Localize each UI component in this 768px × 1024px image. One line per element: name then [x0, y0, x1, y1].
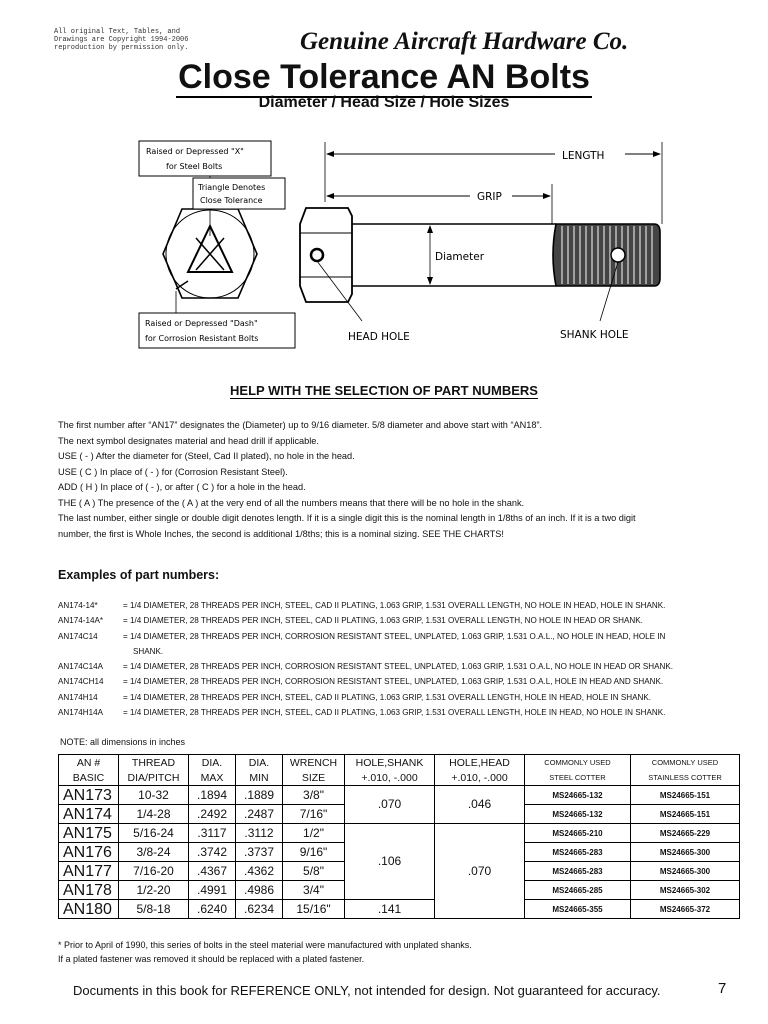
example-row — [58, 705, 748, 720]
example-desc: = 1/4 DIAMETER, 28 THREADS PER INCH, STEEL, CAD II PLATING, 1.063 GRIP, 1.531 OVERALL LENGTH, NO HOLE IN HEAD OR SHANK. — [123, 616, 643, 626]
cell-thread: 10-32 — [119, 786, 189, 805]
col-header: DIA. — [236, 755, 283, 771]
company-name: Genuine Aircraft Hardware Co. — [300, 28, 629, 55]
cell-wrench: 15/16" — [283, 900, 345, 919]
col-header: MIN — [236, 770, 283, 786]
footnote-line: * Prior to April of 1990, this series of bolts in the steel material were manufactured with unplated shanks. — [58, 940, 472, 950]
cell-stainless-cotter: MS24665-302 — [631, 881, 740, 900]
help-line: THE ( A ) The presence of the ( A ) at the very end of all the numbers means that there will be no hole in the shank. — [58, 497, 525, 508]
examples-list — [58, 598, 748, 720]
cell-dia-min: .2487 — [236, 805, 283, 824]
cell-wrench: 5/8" — [283, 862, 345, 881]
col-header: AN # — [59, 755, 119, 771]
help-section — [58, 418, 738, 542]
example-code: AN174H14 — [58, 692, 98, 702]
cell-dia-max: .2492 — [189, 805, 236, 824]
cell-dia-min: .4986 — [236, 881, 283, 900]
table-header-row — [59, 755, 740, 771]
cell-dia-max: .4367 — [189, 862, 236, 881]
cell-steel-cotter: MS24665-132 — [525, 786, 631, 805]
cell-hole-shank: .141 — [345, 900, 435, 919]
col-header: THREAD — [119, 755, 189, 771]
example-code: AN174C14 — [58, 631, 98, 641]
callout-dash-line: Raised or Depressed "Dash" — [145, 319, 258, 328]
bolt-diagram — [130, 136, 670, 356]
table-row — [59, 786, 740, 805]
cell-steel-cotter: MS24665-285 — [525, 881, 631, 900]
cell-steel-cotter: MS24665-210 — [525, 824, 631, 843]
callout-triangle-box — [193, 178, 285, 209]
copyright-line: Drawings are Copyright 1994-2006 — [54, 36, 189, 44]
cell-wrench: 3/8" — [283, 786, 345, 805]
example-desc: = 1/4 DIAMETER, 28 THREADS PER INCH, STEEL, CAD II PLATING, 1.063 GRIP, 1.531 OVERALL LENGTH, HOLE IN HEAD, NO HOLE IN SHANK. — [123, 708, 666, 718]
col-header: COMMONLY USED — [525, 755, 631, 771]
footnote — [58, 938, 472, 966]
example-code: AN174-14A* — [58, 616, 103, 626]
cell-thread: 3/8-24 — [119, 843, 189, 862]
cell-an: AN180 — [59, 900, 119, 919]
bolt-side-view — [300, 142, 662, 343]
help-title-text: HELP WITH THE SELECTION OF PART NUMBERS — [230, 383, 538, 398]
help-line: USE ( C ) In place of ( - ) for (Corrosion Resistant Steel). — [58, 466, 288, 477]
cell-dia-max: .1894 — [189, 786, 236, 805]
cell-stainless-cotter: MS24665-372 — [631, 900, 740, 919]
cell-dia-min: .3112 — [236, 824, 283, 843]
cell-dia-max: .4991 — [189, 881, 236, 900]
cell-wrench: 7/16" — [283, 805, 345, 824]
cell-thread: 1/4-28 — [119, 805, 189, 824]
cell-thread: 7/16-20 — [119, 862, 189, 881]
cell-an: AN178 — [59, 881, 119, 900]
col-header: DIA/PITCH — [119, 770, 189, 786]
help-line: The last number, either single or double digit denotes length. If it is a single digit this is the nominal length in 1/8ths of an inch. If it is a two digit — [58, 513, 636, 523]
example-row — [58, 674, 748, 689]
help-line: The next symbol designates material and head drill if applicable. — [58, 435, 319, 446]
cell-wrench: 3/4" — [283, 881, 345, 900]
col-header: HOLE,HEAD — [435, 755, 525, 771]
page-number: 7 — [718, 980, 727, 997]
col-header: HOLE,SHANK — [345, 755, 435, 771]
cell-steel-cotter: MS24665-355 — [525, 900, 631, 919]
example-desc: = 1/4 DIAMETER, 28 THREADS PER INCH, STEEL, CAD II PLATING, 1.063 GRIP, 1.531 OVERALL LENGTH, NO HOLE IN HEAD, HOLE IN SHANK. — [123, 601, 666, 610]
help-line: USE ( - ) After the diameter for (Steel, Cad II plated), no hole in the head. — [58, 451, 355, 461]
cell-dia-min: .1889 — [236, 786, 283, 805]
example-code: AN174CH14 — [58, 677, 104, 687]
callout-x-line: for Steel Bolts — [166, 162, 223, 171]
table-row — [59, 900, 740, 919]
example-row — [58, 629, 748, 644]
help-title — [0, 383, 768, 398]
cell-stainless-cotter: MS24665-151 — [631, 786, 740, 805]
cell-stainless-cotter: MS24665-229 — [631, 824, 740, 843]
page-title-text: Close Tolerance AN Bolts — [178, 58, 590, 96]
help-line: ADD ( H ) In place of ( - ), or after ( C ) for a hole in the head. — [58, 482, 306, 492]
col-header: COMMONLY USED — [631, 755, 740, 771]
col-header: STAINLESS COTTER — [631, 770, 740, 786]
cell-thread: 1/2-20 — [119, 881, 189, 900]
cell-hole-head: .070 — [435, 824, 525, 919]
cell-hole-shank: .106 — [345, 824, 435, 900]
copyright-notice — [54, 28, 254, 52]
col-header: DIA. — [189, 755, 236, 771]
dimensions-note: NOTE: all dimensions in inches — [60, 737, 186, 747]
cell-stainless-cotter: MS24665-300 — [631, 862, 740, 881]
grip-label: GRIP — [477, 191, 502, 203]
col-header: MAX — [189, 770, 236, 786]
copyright-line: reproduction by permission only. — [54, 44, 189, 52]
shank-hole-label: SHANK HOLE — [560, 329, 629, 341]
col-header: SIZE — [283, 770, 345, 786]
cell-thread: 5/8-18 — [119, 900, 189, 919]
cell-dia-max: .3117 — [189, 824, 236, 843]
cell-an: AN173 — [59, 786, 119, 805]
example-code: AN174H14A — [58, 708, 103, 718]
page-subtitle: Diameter / Head Size / Hole Sizes — [258, 94, 510, 111]
cell-steel-cotter: MS24665-283 — [525, 843, 631, 862]
example-code: AN174C14A — [58, 662, 103, 672]
cell-dia-max: .3742 — [189, 843, 236, 862]
cell-stainless-cotter: MS24665-300 — [631, 843, 740, 862]
cell-dia-min: .6234 — [236, 900, 283, 919]
footnote-line: If a plated fastener was removed it should be replaced with a plated fastener. — [58, 954, 365, 964]
cell-steel-cotter: MS24665-132 — [525, 805, 631, 824]
col-header: WRENCH — [283, 755, 345, 771]
spec-table — [58, 754, 740, 919]
callout-x-line: Raised or Depressed "X" — [146, 147, 244, 156]
col-header: STEEL COTTER — [525, 770, 631, 786]
example-continuation: SHANK. — [133, 646, 164, 656]
example-row — [58, 690, 748, 705]
cell-dia-min: .4362 — [236, 862, 283, 881]
example-desc: = 1/4 DIAMETER, 28 THREADS PER INCH, CORROSION RESISTANT STEEL, UNPLATED, 1.063 GRIP, 1.531 O.A.L., NO HOLE IN HEAD, HOLE IN — [123, 631, 666, 641]
example-desc: = 1/4 DIAMETER, 28 THREADS PER INCH, CORROSION RESISTANT STEEL, UNPLATED, 1.063 GRIP, 1.531 O.A.L, NO HOLE IN HEAD OR SHANK. — [123, 662, 674, 672]
cell-wrench: 1/2" — [283, 824, 345, 843]
callout-dash-line: for Corrosion Resistant Bolts — [145, 334, 259, 343]
example-row — [58, 598, 748, 613]
example-row — [58, 659, 748, 674]
cell-stainless-cotter: MS24665-151 — [631, 805, 740, 824]
col-header: +.010, -.000 — [345, 770, 435, 786]
example-code: AN174-14* — [58, 601, 98, 610]
cell-an: AN177 — [59, 862, 119, 881]
page-title — [0, 58, 768, 96]
cell-an: AN176 — [59, 843, 119, 862]
example-desc: = 1/4 DIAMETER, 28 THREADS PER INCH, CORROSION RESISTANT STEEL, UNPLATED, 1.063 GRIP, 1.531 O.A.L, HOLE IN HEAD AND SHANK. — [123, 677, 664, 687]
cell-an: AN175 — [59, 824, 119, 843]
examples-title: Examples of part numbers: — [58, 568, 220, 582]
example-row — [58, 613, 748, 628]
help-line: The first number after “AN17” designates the (Diameter) up to 9/16 diameter. 5/8 diameter and above start with “AN18”. — [58, 420, 543, 430]
copyright-line: All original Text, Tables, and — [54, 28, 181, 36]
cell-dia-max: .6240 — [189, 900, 236, 919]
cell-steel-cotter: MS24665-283 — [525, 862, 631, 881]
cell-thread: 5/16-24 — [119, 824, 189, 843]
table-header-row — [59, 770, 740, 786]
cell-an: AN174 — [59, 805, 119, 824]
table-row — [59, 824, 740, 843]
cell-wrench: 9/16" — [283, 843, 345, 862]
callout-triangle-line: Close Tolerance — [200, 196, 263, 205]
length-label: LENGTH — [562, 150, 605, 162]
head-hole-label: HEAD HOLE — [348, 331, 410, 343]
diameter-label: Diameter — [435, 251, 485, 263]
page-footer: Documents in this book for REFERENCE ONLY, not intended for design. Not guaranteed for accuracy. — [73, 983, 661, 998]
example-desc: = 1/4 DIAMETER, 28 THREADS PER INCH, STEEL, CAD II PLATING, 1.063 GRIP, 1.531 OVERALL LENGTH, HOLE IN HEAD, HOLE IN SHANK. — [123, 692, 651, 702]
help-line: number, the first is Whole Inches, the second is additional 1/8ths; this is a nominal sizing. SEE THE CHARTS! — [58, 528, 504, 539]
cell-hole-shank: .070 — [345, 786, 435, 824]
cell-dia-min: .3737 — [236, 843, 283, 862]
col-header: +.010, -.000 — [435, 770, 525, 786]
col-header: BASIC — [59, 770, 119, 786]
callout-triangle-line: Triangle Denotes — [198, 183, 266, 192]
cell-hole-head: .046 — [435, 786, 525, 824]
callout-dash-box — [139, 291, 295, 348]
